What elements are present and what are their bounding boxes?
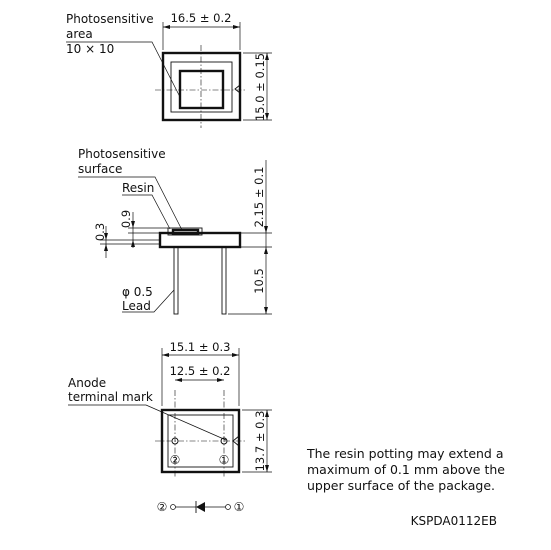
photosensitive-area-size: 10 × 10 [66, 42, 115, 56]
photosensitive-surface-label-line2: surface [78, 162, 123, 176]
bottom-pin-1-label: ① [218, 453, 230, 467]
side-view-lead-left [174, 247, 178, 314]
note-line1: The resin potting may extend a [307, 446, 504, 461]
diode-triangle [196, 502, 205, 512]
dim-0-3: 0.3 [93, 222, 107, 242]
resin-label: Resin [122, 181, 155, 195]
symbol-pin-left-label: ② [156, 500, 168, 514]
document-code: KSPDA0112EB [410, 514, 497, 528]
lead-label: Lead [122, 299, 151, 313]
top-view [66, 11, 272, 128]
dim-0-9: 0.9 [119, 209, 133, 229]
bottom-height-dim: 13.7 ± 0.3 [253, 410, 267, 472]
symbol-terminal-right [226, 505, 231, 510]
side-view-lead-right [222, 247, 226, 314]
symbol-pin-right-label: ① [233, 500, 245, 514]
photosensitive-area-label-line1: Photosensitive [66, 12, 154, 26]
bottom-outer-width-dim: 15.1 ± 0.3 [169, 340, 231, 354]
note-line3: upper surface of the package. [307, 478, 496, 493]
top-view-height-dimension: 15.0 ± 0.15 [253, 52, 267, 122]
anode-label-line2: terminal mark [68, 390, 153, 404]
bottom-inner-width-dim: 12.5 ± 0.2 [169, 364, 231, 378]
lead-diameter-label: φ 0.5 [122, 285, 153, 299]
top-view-width-dimension: 16.5 ± 0.2 [170, 11, 232, 25]
note-line2: maximum of 0.1 mm above the [307, 462, 505, 477]
side-view [78, 147, 272, 314]
dim-10-5: 10.5 [252, 268, 266, 294]
bottom-pin-2-label: ② [169, 453, 181, 467]
symbol-terminal-left [171, 505, 176, 510]
dim-2-15: 2.15 ± 0.1 [252, 166, 266, 228]
note-block [306, 446, 505, 493]
photosensitive-surface-label-line1: Photosensitive [78, 147, 166, 161]
diode-symbol [157, 500, 245, 514]
bottom-view [68, 340, 272, 478]
anode-label-line1: Anode [68, 376, 107, 390]
top-view-photosensitive-area [180, 71, 223, 108]
photosensitive-area-label-line2: area [66, 27, 93, 41]
